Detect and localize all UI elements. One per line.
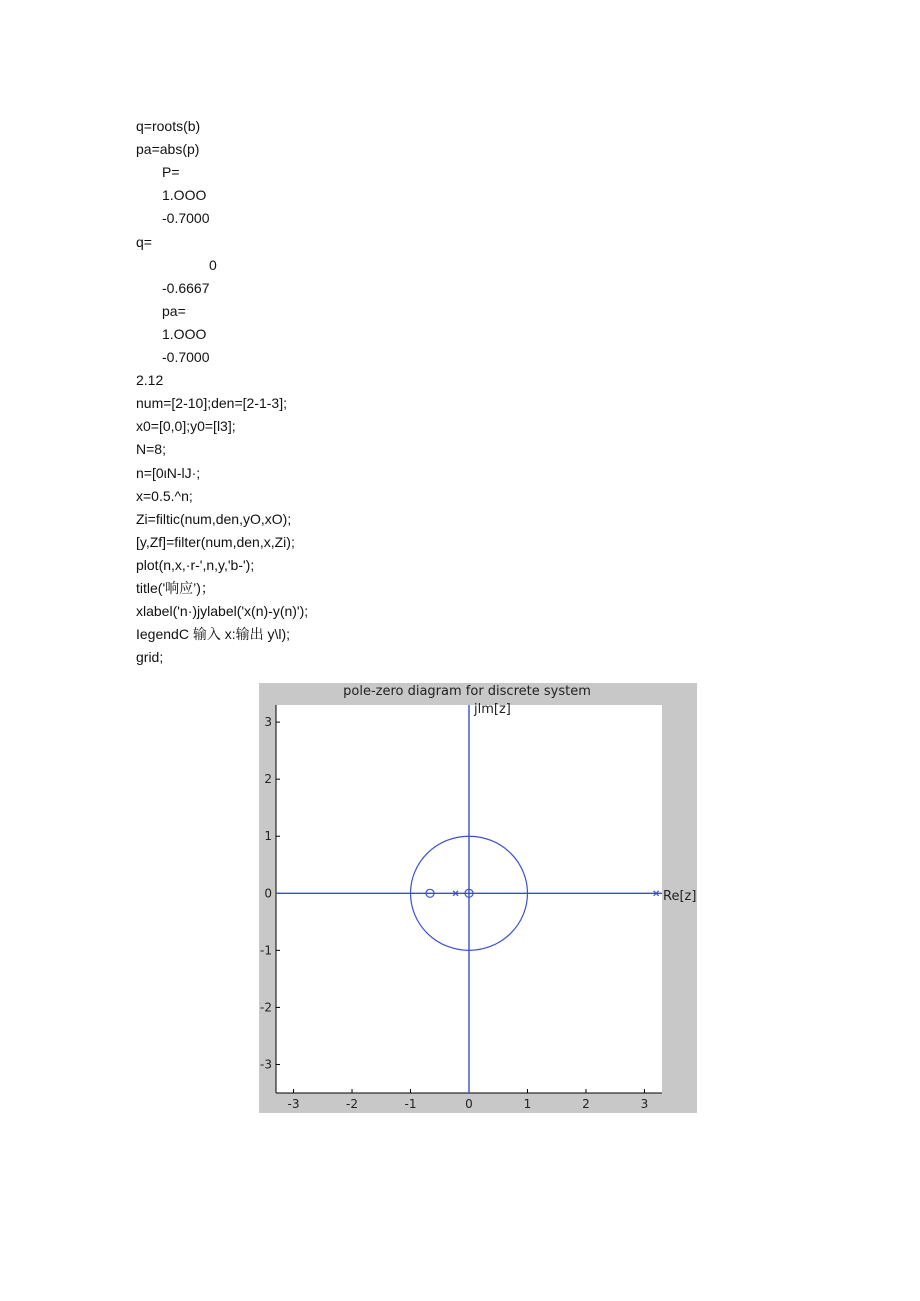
code-line: -0.7000 — [162, 349, 210, 365]
code-line: [y,Zf]=filter(num,den,x,Zi); — [136, 533, 295, 550]
y-tick-label: 2 — [264, 772, 272, 787]
code-line: x0=[0,0];y0=[l3]; — [136, 418, 236, 435]
code-line: IegendC 输入 x:输出 y\l); — [136, 626, 291, 643]
x-tick-label: -1 — [404, 1097, 417, 1111]
code-line: 1.OOO — [162, 325, 207, 342]
code-line: 2.12 — [136, 372, 164, 389]
y-tick-label: -2 — [260, 1000, 272, 1015]
x-tick-label: -3 — [287, 1097, 300, 1111]
code-line: title('响应’)； — [136, 580, 215, 596]
x-tick-label: 1 — [523, 1097, 532, 1111]
code-line: q= — [136, 233, 152, 250]
y-tick-label: -3 — [260, 1057, 272, 1072]
code-line: plot(n,x,·r-',n,y,'b-'); — [136, 556, 255, 573]
code-line: Zi=filtic(num,den,yO,xO); — [136, 510, 292, 527]
x-tick-label: 3 — [640, 1097, 649, 1111]
y-tick-label: 0 — [264, 886, 272, 901]
code-line: N=8; — [136, 441, 166, 458]
code-line: n=[0ιN-lJ·; — [136, 464, 201, 481]
code-line: grid; — [136, 649, 164, 666]
code-line: P= — [162, 164, 180, 181]
code-line: q=roots(b) — [136, 118, 201, 134]
code-line: 0 — [209, 256, 217, 273]
pole-zero-chart — [259, 683, 697, 1113]
code-line: xlabel('n·)jylabel('x(n)-y(n)'); — [136, 603, 309, 620]
code-line: -0.6667 — [162, 279, 210, 296]
x-tick-label: -2 — [346, 1097, 359, 1111]
y-tick-label: 1 — [264, 829, 272, 844]
code-line: x=0.5.^n; — [136, 487, 193, 504]
x-tick-label: 0 — [465, 1097, 473, 1111]
x-axis-label: Re[z] — [663, 889, 697, 904]
y-axis-label: jlm[z] — [474, 702, 511, 717]
code-line: pa= — [162, 302, 186, 319]
code-line: -0.7000 — [162, 210, 210, 227]
x-tick-label: 2 — [582, 1097, 590, 1111]
code-line: pa=abs(p) — [136, 141, 200, 158]
pole-zero-figure — [259, 683, 697, 1113]
chart-title: pole-zero diagram for discrete system — [343, 684, 591, 699]
y-tick-label: 3 — [264, 715, 272, 730]
y-tick-label: -1 — [260, 943, 272, 958]
code-line: num=[2-10];den=[2-1-3]; — [136, 395, 287, 412]
code-line: 1.OOO — [162, 187, 207, 204]
